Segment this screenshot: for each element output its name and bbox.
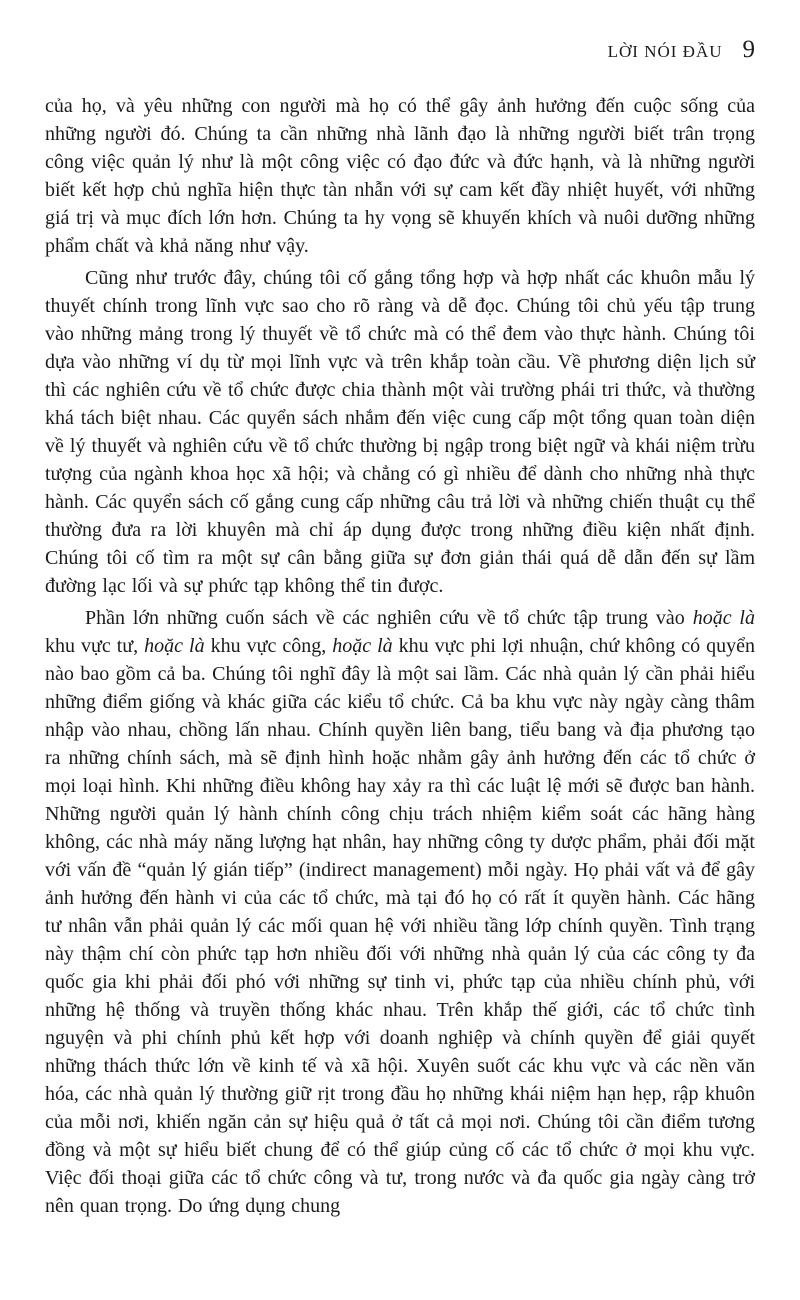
page-header [45,36,755,64]
paragraph-3-text: khu vực phi lợi nhuận, chứ không có quyển nào bao gồm cả ba. Chúng tôi nghĩ đây là một sai lầm. Các nhà quản lý cần phải hiểu những điểm giống và khác giữa các kiểu tổ chức. Cả ba khu vực này ngày càng thâm nhập vào nhau, chồng lấn nhau. Chính quyền liên bang, tiểu bang và địa phương tạo ra những chính sách, mà sẽ định hình hoặc nhằm gây ảnh hưởng đến các tổ chức ở mọi loại hình. Khi những điều không hay xảy ra thì các luật lệ mới sẽ được ban hành. Những người quản lý hành chính công chịu trách nhiệm kiểm soát các hãng hàng không, các nhà máy năng lượng hạt nhân, hay những công ty dược phẩm, phải đối mặt với vấn đề “quản lý gián tiếp” (indirect management) mỗi ngày. Họ phải vất vả để gây ảnh hưởng đến hành vi của các tổ chức, mà tại đó họ có rất ít quyền hành. Các hãng tư nhân vẫn phải quản lý các mối quan hệ với nhiều tầng lớp chính quyền. Tình trạng này thậm chí còn phức tạp hơn nhiều đối với những nhà quản lý của các công ty đa quốc gia khi phải đối phó với những sự tinh vi, phức tạp của nhiều chính phủ, với những hệ thống và truyền thống khác nhau. Trên khắp thế giới, các tổ chức tình nguyện và phi chính phủ kết hợp với doanh nghiệp và chính quyền để giải quyết những thách thức lớn về kinh tế và xã hội. Xuyên suốt các khu vực và các nền văn hóa, các nhà quản lý thường giữ rịt trong đầu họ những khái niệm hạn hẹp, rập khuôn của mỗi nơi, khiến ngăn cản sự hiệu quả ở tất cả mọi nơi. Chúng tôi cần điểm tương đồng và một sự hiểu biết chung để có thể giúp củng cố các tổ chức ở mọi khu vực. Việc đối thoại giữa các tổ chức công và tư, trong nước và đa quốc gia ngày càng trở nên quan trọng. Do ứng dụng chung [45,635,756,1217]
paragraph-1: của họ, và yêu những con người mà họ có thể gây ảnh hưởng đến cuộc sống của những người đó. Chúng ta cần những nhà lãnh đạo là những người biết trân trọng công việc quản lý như là một công việc có đạo đức và đức hạnh, và là những người biết kết hợp chủ nghĩa hiện thực tàn nhẫn với sự cam kết đầy nhiệt huyết, với những giá trị và mục đích lớn hơn. Chúng ta hy vọng sẽ khuyến khích và nuôi dưỡng những phẩm chất và khả năng như vậy. [45,95,755,257]
paragraph-3 [45,604,755,1220]
paragraph-3-text: khu vực công, [204,635,333,657]
paragraph-2: Cũng như trước đây, chúng tôi cố gắng tổng hợp và hợp nhất các khuôn mẫu lý thuyết chính trong lĩnh vực sao cho rõ ràng và dễ đọc. Chúng tôi chủ yếu tập trung vào những mảng trong lý thuyết về tổ chức mà có thể đem vào thực hành. Chúng tôi dựa vào những ví dụ từ mọi lĩnh vực và trên khắp toàn cầu. Về phương diện lịch sử thì các nghiên cứu về tổ chức được chia thành một vài trường phái tri thức, và thường khá tách biệt nhau. Các quyển sách nhắm đến việc cung cấp một tổng quan toàn diện về lý thuyết và nghiên cứu về tổ chức thường bị ngập trong biệt ngữ và khái niệm trừu tượng của ngành khoa học xã hội; và chẳng có gì nhiều để dành cho những nhà thực hành. Các quyển sách cố gắng cung cấp những câu trả lời và những chiến thuật cụ thể thường đưa ra lời khuyên mà chỉ áp dụng được trong những điều kiện nhất định. Chúng tôi cố tìm ra một sự cân bằng giữa sự đơn giản thái quá dễ dẫn đến sự lầm đường lạc lối và sự phức tạp không thể tin được. [45,267,755,597]
page-number: 9 [742,36,755,63]
paragraph-3-text: Phần lớn những cuốn sách về các nghiên cứu về tổ chức tập trung vào [85,607,693,629]
paragraph-3-italic-phrase: hoặc là [692,607,755,629]
page-body [45,92,755,1220]
paragraph-3-italic-phrase: hoặc là [332,635,393,657]
chapter-title: LỜI NÓI ĐẦU [607,42,723,61]
paragraph-3-italic-phrase: hoặc là [144,635,205,657]
paragraph-3-text: khu vực tư, [45,635,145,657]
